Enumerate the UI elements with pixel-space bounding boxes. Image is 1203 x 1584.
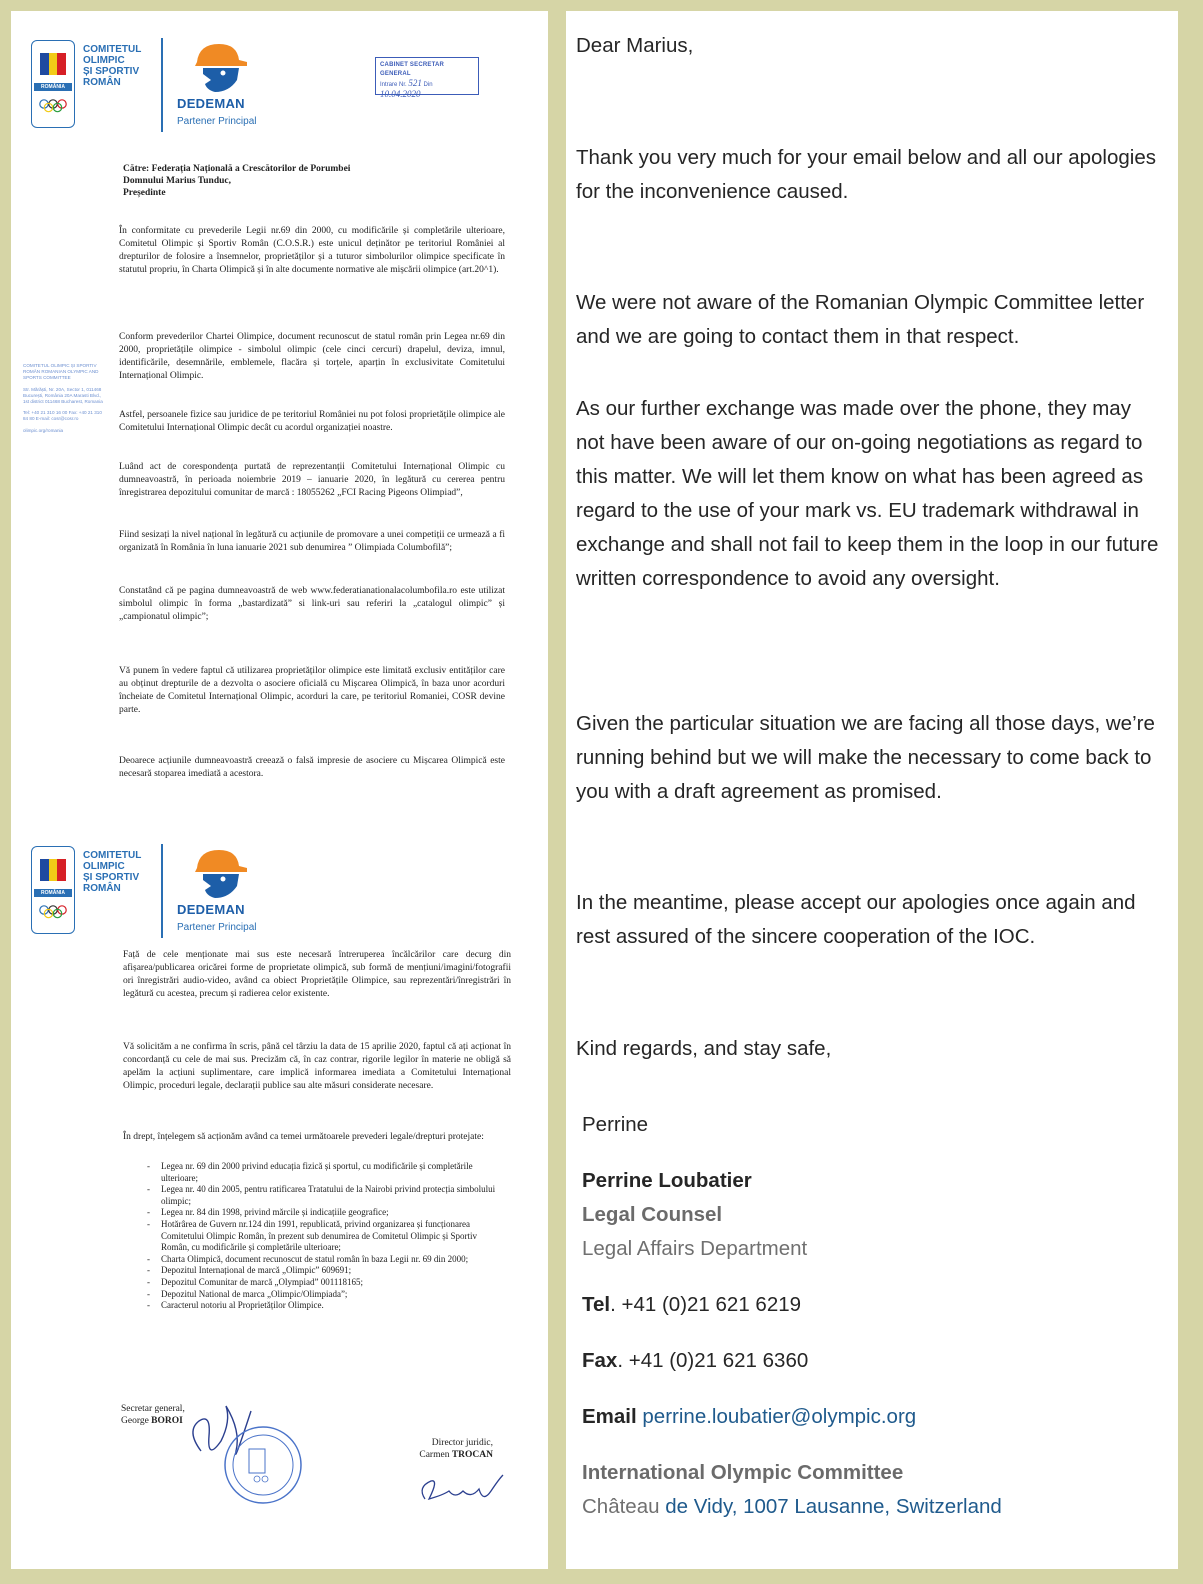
signatory-secretary-general: Secretar general, George BOROI — [121, 1404, 185, 1426]
email-paragraph: We were not aware of the Romanian Olympic Committee letter and we are going to contact them in that respect. — [576, 291, 1145, 348]
email-paragraph: As our further exchange was made over the phone, they may not have been aware of our on-going negotiations as regard to this matter. We will let them know on what has been agreed as regard to the use of your mark vs. EU trademark withdrawal in exchange and shall not fail to keep them in the loop in our future written correspondence to avoid any oversight. — [576, 397, 1159, 590]
recipient-block: Către: Federația Națională a Crescătorilor de Porumbei Domnului Marius Tunduc, Președinte — [123, 164, 351, 198]
letterhead-page-2 — [29, 844, 299, 940]
list-item: - Depozitul Internațional de marcă „Olimpic” 609691; — [147, 1265, 507, 1277]
signature-title: Legal Counsel — [582, 1203, 723, 1226]
stamp-date: 10.04.2020 — [380, 89, 421, 99]
cosr-name: COMITETUL OLIMPIC ȘI SPORTIV ROMÂN — [83, 44, 142, 88]
letterhead — [29, 38, 299, 134]
email-link[interactable]: perrine.loubatier@olympic.org — [642, 1405, 917, 1428]
list-item: - Depozitul Comunitar de marcă „Olympiad” 001118165; — [147, 1277, 507, 1289]
letter-paragraph: Conform prevederilor Chartei Olimpice, document recunoscut de statul român prin Legea nr.69 din 2000, proprietățile olimpice - simbolul olimpic (cele cinci cercuri) drapelul, deviza, imnul, identificările, desemnările, emblemele, flacăra și torțele, aparțin în exclusivitate Comitetului Internațional Olimpic. — [119, 332, 505, 381]
letter-paragraph: Deoarece acțiunile dumneavoastră creează o falsă impresie de asociere cu Mișcarea Olimpică este necesară stoparea imediată a acestora. — [119, 756, 505, 779]
letter-paragraph: Vă punem în vedere faptul că utilizarea proprietăților olimpice este limitată exclusiv entităților care au obținut drepturile de a dezvolta o asociere oficială cu Mișcarea Olimpică, în baza unor acorduri încheiate de Comitetul Internațional Olimpic, acorduri la care, pe teritoriul Romaniei, COSR devine parte. — [119, 666, 505, 715]
legal-basis-list — [147, 1161, 507, 1312]
list-item: - Legea nr. 69 din 2000 privind educația fizică și sportul, cu modificările și completările ulterioare; — [147, 1161, 507, 1184]
romania-flag-icon — [40, 859, 66, 881]
letter-paragraph: În conformitate cu prevederile Legii nr.69 din 2000, cu modificările și completările ulterioare, Comitetul Olimpic și Sportiv Român (C.O.S.R.) este unicul deținător pe teritoriul României al drepturilor de folosire a însemnelor, proprietăților și a tuturor simbolurilor olimpice specificate în statutul propriu, în Charta Olimpică și în alte documente normative ale mișcării olimpice (art.20^1). — [119, 226, 505, 275]
signatory-legal-director: Director juridic, Carmen TROCAN — [419, 1438, 493, 1460]
letter-paragraph: Astfel, persoanele fizice sau juridice de pe teritoriul României nu pot folosi proprietățile olimpice ale Comitetului Internațional Olimpic decât cu acordul organizației noastre. — [119, 410, 505, 433]
dedeman-name: DEDEMAN — [177, 902, 245, 917]
list-item: - Depozitul National de marca „Olimpic/Olimpiada”; — [147, 1289, 507, 1301]
address-link[interactable]: de Vidy, 1007 Lausanne, Switzerland — [665, 1495, 1002, 1518]
logo-divider — [161, 844, 163, 938]
letter-paragraph: Fiind sesizați la nivel național în legătură cu acțiunile de promovare a unei competiții ce urmează a fi organizată în România în luna ianuarie 2021 sub denumirea ” Olimpiada Columbofilă”; — [119, 530, 505, 553]
email-closing: Kind regards, and stay safe, — [576, 1037, 832, 1060]
letter-scan — [11, 11, 548, 1569]
email-greeting: Dear Marius, — [576, 34, 694, 57]
letter-paragraph: Constatând că pe pagina dumneavoastră de web www.federatianationalacolumbofila.ro este utilizat simbolul olimpic în forma „bastardizată” si link-uri sau referiri la „catalogul olimpic” și „campionatul olimpic”; — [119, 586, 505, 622]
dedeman-mascot-icon — [189, 846, 249, 902]
signature-full-name: Perrine Loubatier — [582, 1169, 752, 1192]
list-item: - Legea nr. 40 din 2005, pentru ratificarea Tratatului de la Nairobi privind protecția simbolului olimpic; — [147, 1184, 507, 1207]
email-paragraph: Given the particular situation we are facing all those days, we’re running behind but we will make the necessary to come back to you with a draft agreement as promised. — [576, 712, 1155, 803]
romania-flag-icon — [40, 53, 66, 75]
letter-paragraph: Vă solicităm a ne confirma în scris, până cel târziu la data de 15 aprilie 2020, faptul că ați acționat în concordanță cu cele de mai sus. Precizăm că, în caz contrar, rigorile legilor în materie ne obligă să apelăm la acțiuni suplimentare, care implică informarea imediata a Comitetului Internațional Olimpic, proceduri legale, declarații publice sau alte măsuri considerate necesare. — [123, 1042, 511, 1091]
signature-telephone: Tel. +41 (0)21 621 6219 — [582, 1293, 802, 1316]
logo-divider — [161, 38, 163, 132]
registration-stamp: CABINET SECRETAR GENERAL Intrare Nr. 521 Din 10.04.2020 — [375, 57, 479, 95]
stamp-number: 521 — [408, 78, 422, 88]
letter-paragraph: Față de cele menționate mai sus este necesară întreruperea încălcărilor care decurg din afișarea/publicarea oricărei forme de proprietate olimpică, sub formă de mențiuni/imagini/fotografii ori înregistrări audio-video, având ca obiect Proprietățile Olimpice, sau reprezentări/înregistrări în legătură cu acestea, precum și radierea celor existente. — [123, 950, 511, 999]
official-seal-stamp — [221, 1423, 305, 1507]
list-item: - Charta Olimpică, document recunoscut de statul român în baza Legii nr. 69 din 2000; — [147, 1254, 507, 1266]
dedeman-mascot-icon — [189, 40, 249, 96]
cosr-country: ROMÂNIA — [34, 83, 72, 91]
list-item: - Hotărârea de Guvern nr.124 din 1991, republicată, privind organizarea și funcționarea Comitetului Olimpic Român, în prezent sub denumirea de Comitetul Olimpic și Sportiv Român, cu modificările și completările ulterioare; — [147, 1219, 507, 1254]
signature-first-name: Perrine — [582, 1113, 649, 1136]
email-reply — [566, 11, 1178, 1569]
signature-organization: International Olympic Committee — [582, 1461, 904, 1484]
signature-department: Legal Affairs Department — [582, 1237, 808, 1260]
signature-fax: Fax. +41 (0)21 621 6360 — [582, 1349, 809, 1372]
cosr-logo — [31, 40, 75, 128]
cosr-name: COMITETUL OLIMPIC ȘI SPORTIV ROMÂN — [83, 850, 142, 894]
letter-sidebar: COMITETUL OLIMPIC ȘI SPORTIV ROMÂN ROMANIAN OLYMPIC AND SPORTS COMMITTEE Str. Mărăști, Nr. 20A, Sector 1, 011468 București, România 20A Marasti Blvd., 1st district 011468 Bucharest, Romania Tel: +40 21 310 16 00 Fax: +40 21 310 84 80 E-mail: cosr@cosr.ro olimpic.org/romania — [23, 363, 103, 433]
email-paragraph: In the meantime, please accept our apologies once again and rest assured of the sincere cooperation of the IOC. — [576, 891, 1136, 948]
signature-address: Château de Vidy, 1007 Lausanne, Switzerland — [582, 1495, 1002, 1518]
letter-paragraph: Luând act de corespondența purtată de reprezentanții Comitetului Internațional Olimpic cu dumneavoastră, în perioada noiembrie 2019 – ianuarie 2020, în legătură cu cererea pentru înregistrarea depozitului comunitar de marcă : 18055262 „FCI Racing Pigeons Olimpiad”, — [119, 462, 505, 498]
dedeman-tagline: Partener Principal — [177, 922, 257, 933]
email-paragraph: Thank you very much for your email below and all our apologies for the inconvenience caused. — [576, 146, 1156, 203]
cosr-country: ROMÂNIA — [34, 889, 72, 897]
list-item: - Legea nr. 84 din 1998, privind mărcile și indicațiile geografice; — [147, 1207, 507, 1219]
handwritten-signature — [413, 1469, 509, 1509]
olympic-rings-icon — [38, 903, 68, 919]
dedeman-tagline: Partener Principal — [177, 116, 257, 127]
signature-email: Email perrine.loubatier@olympic.org — [582, 1405, 917, 1428]
cosr-logo — [31, 846, 75, 934]
list-item: - Caracterul notoriu al Proprietăților Olimpice. — [147, 1300, 507, 1312]
dedeman-name: DEDEMAN — [177, 96, 245, 111]
olympic-rings-icon — [38, 97, 68, 113]
letter-paragraph: În drept, înțelegem să acționăm având ca temei următoarele prevederi legale/drepturi protejate: — [123, 1132, 484, 1142]
